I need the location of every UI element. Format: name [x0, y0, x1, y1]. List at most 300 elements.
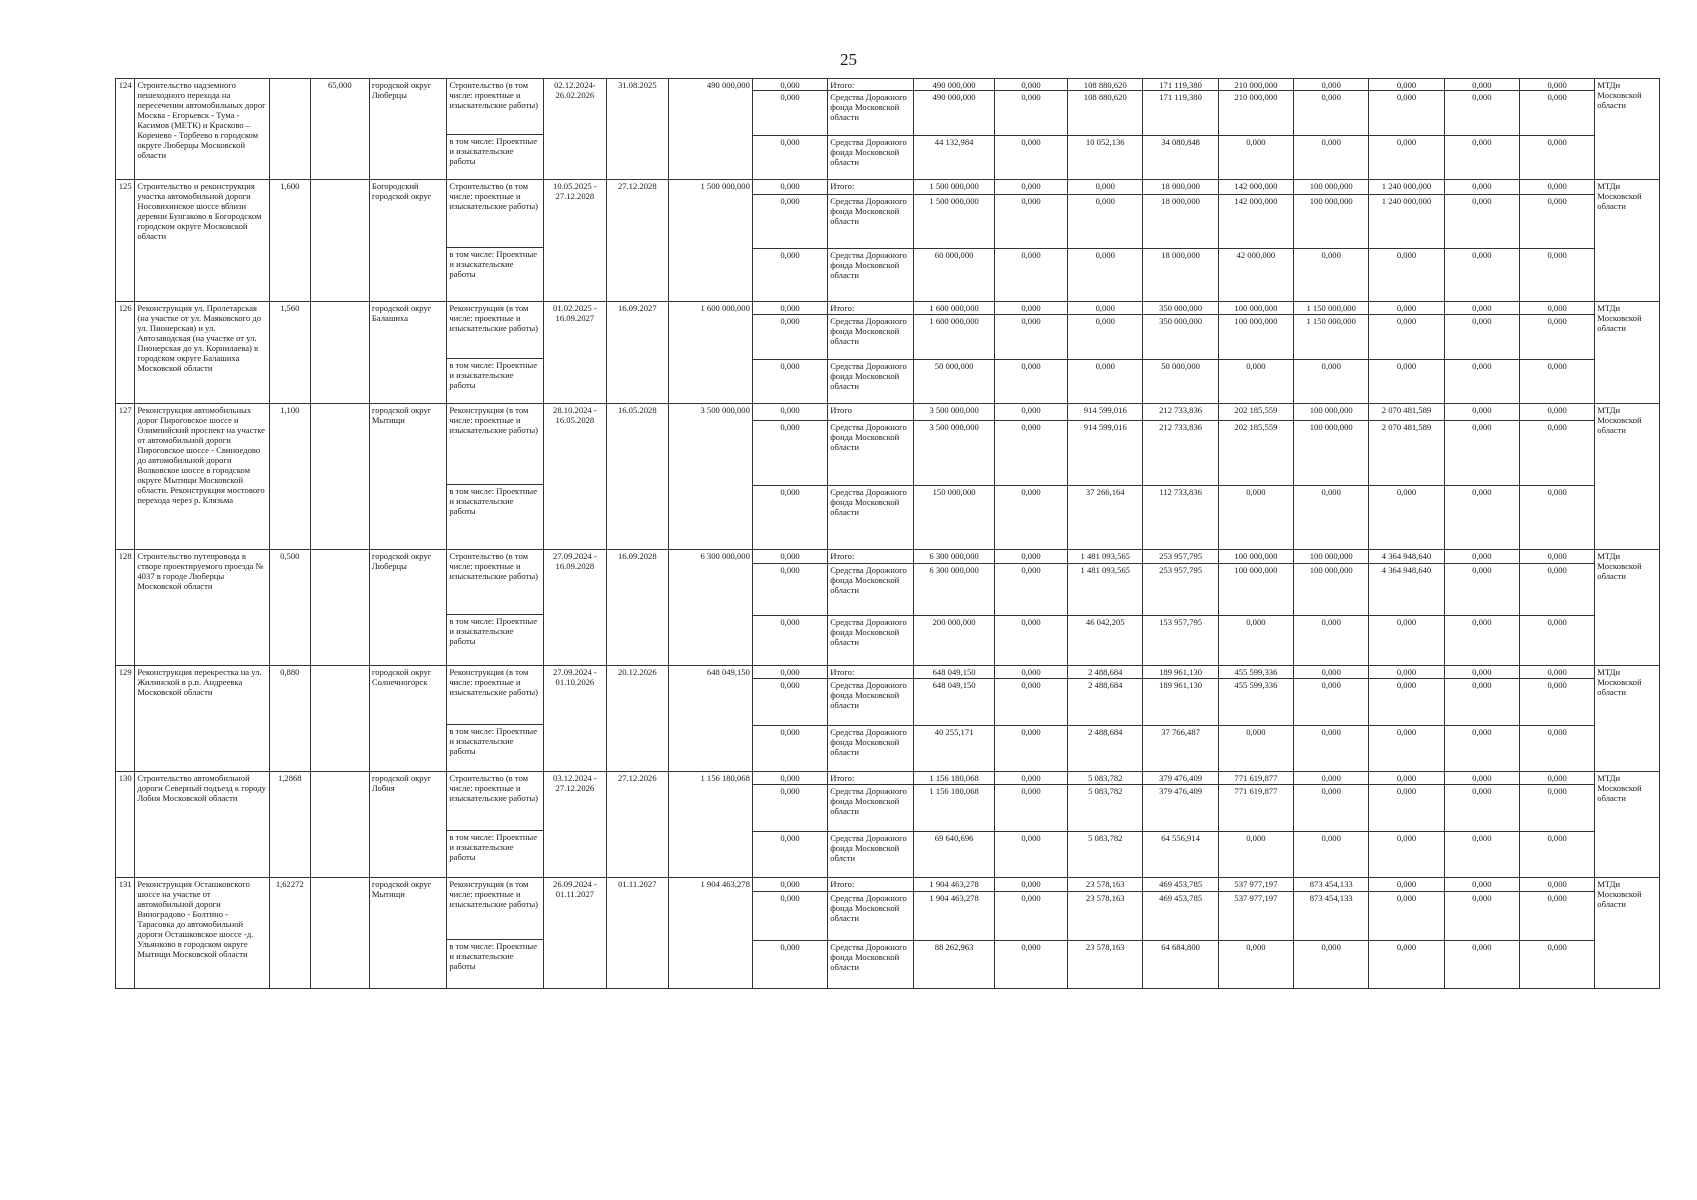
- funding-source-label: Итого:: [830, 667, 855, 677]
- funding-amount: 0,000: [1321, 667, 1341, 677]
- funding-amount: 0,000: [1294, 359, 1368, 403]
- work-type-sub: в том числе: Проектные и изыскательские работы: [447, 830, 543, 863]
- funding-amount: 0,000: [753, 615, 827, 665]
- funding-amount: 4 364 948,640: [1381, 551, 1432, 561]
- funding-amount: 100 000,000: [1219, 563, 1293, 615]
- funding-amount: 108 880,620: [1083, 80, 1127, 90]
- funding-amount: 2 070 481,589: [1369, 420, 1443, 485]
- funding-amount: 0,000: [1369, 314, 1443, 359]
- municipality: городской округ Мытищи: [369, 404, 446, 550]
- funding-amount: 490 000,000: [932, 80, 976, 90]
- funding-amount: 23 578,163: [1068, 940, 1142, 988]
- funding-amount: 18 000,000: [1161, 181, 1200, 191]
- funding-amount: 0,000: [1445, 563, 1519, 615]
- funding-amount: 50 000,000: [914, 359, 994, 403]
- work-period: 03.12.2024 - 27.12.2026: [544, 772, 606, 878]
- funding-amount: 0,000: [1219, 615, 1293, 665]
- funding-amount: 0,000: [1294, 90, 1368, 135]
- funding-amount: 37 266,164: [1068, 485, 1142, 549]
- object-cost: 490 000,000: [668, 79, 752, 180]
- row-number: 130: [116, 772, 135, 878]
- funding-value: [994, 404, 1067, 550]
- funding-value: [752, 550, 827, 666]
- funding-amount: 0,000: [1547, 773, 1567, 783]
- funding-amount: 3 500 000,000: [929, 405, 979, 415]
- row-number: 127: [116, 404, 135, 550]
- work-type-sub: в том числе: Проектные и изыскательские работы: [447, 939, 543, 972]
- funding-amount: 771 619,877: [1234, 773, 1278, 783]
- work-type-main: Реконструкция (в том числе: проектные и изыскательские работы): [449, 879, 538, 909]
- funding-value: [1143, 79, 1218, 180]
- funding-value: [1519, 302, 1594, 404]
- funding-amount: 0,000: [1369, 831, 1443, 877]
- municipality: городской округ Люберцы: [369, 550, 446, 666]
- funding-amount: 648 049,150: [914, 678, 994, 725]
- funding-amount: 44 132,984: [914, 135, 994, 179]
- funding-value: [1068, 550, 1143, 666]
- funding-amount: 0,000: [1369, 248, 1443, 301]
- funding-amount: 0,000: [753, 940, 827, 988]
- funding-value: [1294, 666, 1369, 772]
- funding-value: [1369, 666, 1444, 772]
- funding-amount: 42 000,000: [1219, 248, 1293, 301]
- funding-value: [1519, 79, 1594, 180]
- work-type-sub: в том числе: Проектные и изыскательские работы: [447, 484, 543, 517]
- funding-value: [1294, 79, 1369, 180]
- funding-value: [1218, 772, 1293, 878]
- funding-source-label: Средства Дорожного фонда Московской области: [828, 615, 913, 665]
- funding-amount: 0,000: [1547, 181, 1567, 191]
- funding-amount: 0,000: [753, 485, 827, 549]
- funding-value: [752, 878, 827, 989]
- funding-value: [994, 666, 1067, 772]
- table-row: [116, 772, 1660, 878]
- work-type: [447, 79, 544, 180]
- funding-amount: 1 150 000,000: [1294, 314, 1368, 359]
- object-name: Строительство автомобильной дороги Северный подъезд к городу Лобня Московской области: [135, 772, 269, 878]
- funding-amount: 0,000: [1294, 248, 1368, 301]
- funding-amount: 0,000: [1396, 80, 1417, 90]
- funding-amount: 490 000,000: [914, 90, 994, 135]
- funding-source: [828, 772, 914, 878]
- capacity-2: [310, 878, 369, 989]
- funding-value: [1444, 550, 1519, 666]
- work-period: 10.05.2025 - 27.12.2028: [544, 180, 606, 302]
- funding-amount: 100 000,000: [1294, 420, 1368, 485]
- funding-value: [1218, 666, 1293, 772]
- funding-value: [1294, 180, 1369, 302]
- funding-amount: 4 364 948,640: [1369, 563, 1443, 615]
- commissioning-date: 16.09.2027: [606, 302, 668, 404]
- funding-amount: 0,000: [1068, 314, 1142, 359]
- object-name: Строительство и реконструкция участка автомобильной дороги Носовихинское шоссе вблизи деревни Бунгаково в Богородском городском округе Московской области: [135, 180, 269, 302]
- funding-amount: 1 904 463,278: [914, 891, 994, 940]
- funding-amount: 46 042,205: [1068, 615, 1142, 665]
- object-name: Реконструкция перекрестка на ул. Жилинской в р.п. Андреевка Московской области: [135, 666, 269, 772]
- customer: МТДи Московской области: [1595, 666, 1660, 772]
- funding-value: [1369, 550, 1444, 666]
- table-row: [116, 404, 1660, 550]
- funding-value: [1068, 79, 1143, 180]
- work-type: [447, 550, 544, 666]
- funding-amount: 142 000,000: [1219, 194, 1293, 248]
- funding-amount: 212 733,836: [1159, 405, 1203, 415]
- funding-amount: 0,000: [780, 667, 800, 677]
- funding-amount: 0,000: [995, 194, 1067, 248]
- funding-amount: 0,000: [1219, 359, 1293, 403]
- funding-source: [828, 79, 914, 180]
- funding-value: [1294, 302, 1369, 404]
- funding-amount: 0,000: [1369, 615, 1443, 665]
- funding-value: [1218, 302, 1293, 404]
- row-number: 129: [116, 666, 135, 772]
- funding-value: [1519, 404, 1594, 550]
- funding-amount: 2 488,684: [1068, 725, 1142, 771]
- funding-amount: 171 119,380: [1143, 90, 1217, 135]
- funding-amount: 0,000: [753, 194, 827, 248]
- funding-amount: 350 000,000: [1159, 303, 1203, 313]
- funding-amount: 0,000: [1445, 831, 1519, 877]
- object-cost: 3 500 000,000: [668, 404, 752, 550]
- funding-amount: 0,000: [753, 784, 827, 831]
- funding-amount: 0,000: [1294, 784, 1368, 831]
- commissioning-date: 27.12.2026: [606, 772, 668, 878]
- funding-source: [828, 302, 914, 404]
- funding-amount: 0,000: [995, 678, 1067, 725]
- funding-value: [1369, 772, 1444, 878]
- funding-value: [1519, 550, 1594, 666]
- work-type: [447, 878, 544, 989]
- object-cost: 1 904 463,278: [668, 878, 752, 989]
- funding-value: [914, 180, 995, 302]
- funding-value: [1068, 404, 1143, 550]
- funding-amount: 0,000: [1369, 359, 1443, 403]
- funding-amount: 23 578,163: [1068, 891, 1142, 940]
- funding-amount: 100 000,000: [1309, 181, 1353, 191]
- funding-amount: 0,000: [995, 359, 1067, 403]
- funding-amount: 914 599,016: [1068, 420, 1142, 485]
- customer: МТДи Московской области: [1595, 404, 1660, 550]
- funding-amount: 0,000: [995, 420, 1067, 485]
- funding-amount: 0,000: [1520, 90, 1594, 135]
- funding-amount: 0,000: [1472, 551, 1492, 561]
- funding-source-label: Средства Дорожного фонда Московской области: [828, 314, 913, 359]
- funding-amount: 0,000: [1021, 773, 1041, 783]
- funding-source-label: Итого:: [830, 773, 855, 783]
- funding-amount: 0,000: [1547, 405, 1567, 415]
- funding-amount: 0,000: [1445, 725, 1519, 771]
- funding-amount: 537 977,197: [1234, 879, 1278, 889]
- funding-value: [1519, 180, 1594, 302]
- funding-amount: 379 476,409: [1143, 784, 1217, 831]
- funding-value: [1369, 878, 1444, 989]
- funding-value: [1068, 302, 1143, 404]
- funding-amount: 537 977,197: [1219, 891, 1293, 940]
- funding-amount: 0,000: [1219, 135, 1293, 179]
- funding-amount: 0,000: [1219, 485, 1293, 549]
- funding-amount: 0,000: [1445, 615, 1519, 665]
- funding-amount: 0,000: [995, 784, 1067, 831]
- funding-amount: 0,000: [1369, 725, 1443, 771]
- funding-amount: 469 453,785: [1143, 891, 1217, 940]
- capacity-2: [310, 404, 369, 550]
- funding-value: [1519, 666, 1594, 772]
- funding-amount: 2 488,684: [1088, 667, 1123, 677]
- funding-amount: 0,000: [1068, 248, 1142, 301]
- work-period: 28.10.2024 - 16.05.2028: [544, 404, 606, 550]
- funding-value: [1143, 666, 1218, 772]
- funding-amount: 253 957,795: [1143, 563, 1217, 615]
- funding-value: [1143, 180, 1218, 302]
- funding-value: [752, 666, 827, 772]
- funding-amount: 34 080,848: [1143, 135, 1217, 179]
- funding-value: [994, 180, 1067, 302]
- funding-amount: 914 599,016: [1083, 405, 1127, 415]
- row-number: 126: [116, 302, 135, 404]
- work-period: 26.09.2024 - 01.11.2027: [544, 878, 606, 989]
- commissioning-date: 16.09.2028: [606, 550, 668, 666]
- funding-value: [1369, 79, 1444, 180]
- funding-amount: 5 083,782: [1068, 831, 1142, 877]
- funding-amount: 0,000: [780, 551, 800, 561]
- funding-amount: 0,000: [1445, 784, 1519, 831]
- table-row: [116, 79, 1660, 180]
- work-type-sub: в том числе: Проектные и изыскательские работы: [447, 724, 543, 757]
- funding-amount: 0,000: [1520, 725, 1594, 771]
- funding-amount: 0,000: [1369, 485, 1443, 549]
- funding-source-label: Средства Дорожного фонда Московской области: [828, 485, 913, 549]
- funding-amount: 0,000: [1472, 80, 1492, 90]
- funding-value: [1444, 878, 1519, 989]
- funding-source-label: Средства Дорожного фонда Московской области: [828, 90, 913, 135]
- funding-amount: 0,000: [1396, 667, 1417, 677]
- funding-amount: 0,000: [995, 725, 1067, 771]
- funding-amount: 0,000: [1021, 303, 1041, 313]
- funding-amount: 2 070 481,589: [1381, 405, 1432, 415]
- funding-amount: 150 000,000: [914, 485, 994, 549]
- funding-amount: 0,000: [1445, 420, 1519, 485]
- funding-amount: 0,000: [1520, 194, 1594, 248]
- customer: МТДи Московской области: [1595, 550, 1660, 666]
- funding-value: [1218, 878, 1293, 989]
- funding-amount: 6 300 000,000: [914, 563, 994, 615]
- funding-amount: 0,000: [1219, 831, 1293, 877]
- municipality: Богородский городской округ: [369, 180, 446, 302]
- capacity-1: 0,500: [269, 550, 310, 666]
- funding-amount: 0,000: [1472, 667, 1492, 677]
- funding-source-label: Средства Дорожного фонда Московской области: [828, 891, 913, 940]
- funding-amount: 0,000: [1445, 194, 1519, 248]
- funding-amount: 0,000: [1445, 90, 1519, 135]
- municipality: городской округ Лобня: [369, 772, 446, 878]
- funding-amount: 0,000: [1445, 940, 1519, 988]
- funding-value: [994, 772, 1067, 878]
- funding-amount: 1 156 180,068: [914, 784, 994, 831]
- funding-amount: 873 454,133: [1309, 879, 1353, 889]
- funding-amount: 0,000: [753, 90, 827, 135]
- funding-amount: 0,000: [1369, 784, 1443, 831]
- funding-value: [1143, 772, 1218, 878]
- funding-amount: 0,000: [1520, 135, 1594, 179]
- funding-amount: 0,000: [753, 831, 827, 877]
- funding-value: [752, 79, 827, 180]
- object-cost: 6 300 000,000: [668, 550, 752, 666]
- object-name: Реконструкция автомобильных дорог Пироговское шоссе и Олимпийский проспект на участке от автомобильной дороги Пироговское шоссе - Свиноедово до автомобильной дороги Волковское шоссе в городском округе Мытищи Московской области. Реконструкция мостового перехода через р. Клязьма: [135, 404, 269, 550]
- funding-amount: 350 000,000: [1143, 314, 1217, 359]
- funding-source-label: Средства Дорожного фонда Московской области: [828, 135, 913, 179]
- funding-amount: 0,000: [1021, 551, 1041, 561]
- funding-value: [1519, 878, 1594, 989]
- funding-amount: 0,000: [1219, 725, 1293, 771]
- funding-amount: 0,000: [1520, 248, 1594, 301]
- work-type-main: Реконструкция (в том числе: проектные и изыскательские работы): [449, 667, 538, 697]
- funding-amount: 0,000: [995, 615, 1067, 665]
- funding-amount: 1 156 180,068: [929, 773, 979, 783]
- funding-source-label: Итого: [830, 405, 852, 415]
- funding-source-label: Итого:: [830, 303, 855, 313]
- funding-amount: 210 000,000: [1234, 80, 1278, 90]
- funding-value: [1218, 79, 1293, 180]
- funding-amount: 0,000: [1520, 420, 1594, 485]
- funding-amount: 0,000: [1547, 667, 1567, 677]
- funding-value: [1068, 666, 1143, 772]
- funding-amount: 0,000: [1472, 773, 1492, 783]
- funding-amount: 648 049,150: [932, 667, 976, 677]
- work-type: [447, 180, 544, 302]
- funding-amount: 771 619,877: [1219, 784, 1293, 831]
- funding-value: [1444, 404, 1519, 550]
- row-number: 125: [116, 180, 135, 302]
- funding-amount: 18 000,000: [1143, 248, 1217, 301]
- funding-value: [1143, 878, 1218, 989]
- funding-amount: 1 600 000,000: [914, 314, 994, 359]
- funding-amount: 0,000: [753, 359, 827, 403]
- funding-amount: 189 961,130: [1159, 667, 1203, 677]
- funding-amount: 189 961,130: [1143, 678, 1217, 725]
- funding-value: [1294, 878, 1369, 989]
- page-number: 25: [840, 50, 857, 69]
- funding-amount: 0,000: [1472, 879, 1492, 889]
- funding-amount: 0,000: [995, 940, 1067, 988]
- capacity-1: 1,2868: [269, 772, 310, 878]
- funding-amount: 1 240 000,000: [1381, 181, 1432, 191]
- capacity-1: 1,62272: [269, 878, 310, 989]
- funding-amount: 0,000: [1294, 485, 1368, 549]
- funding-value: [994, 878, 1067, 989]
- row-number: 131: [116, 878, 135, 989]
- work-type-main: Строительство (в том числе: проектные и изыскательские работы): [449, 181, 538, 211]
- funding-amount: 0,000: [1294, 725, 1368, 771]
- funding-source: [828, 180, 914, 302]
- work-type-sub: в том числе: Проектные и изыскательские работы: [447, 247, 543, 280]
- funding-amount: 0,000: [1294, 831, 1368, 877]
- table-row: [116, 302, 1660, 404]
- funding-value: [994, 302, 1067, 404]
- funding-amount: 37 766,487: [1143, 725, 1217, 771]
- commissioning-date: 27.12.2028: [606, 180, 668, 302]
- funding-amount: 253 957,795: [1159, 551, 1203, 561]
- funding-amount: 153 957,795: [1143, 615, 1217, 665]
- funding-source-label: Средства Дорожного фонда Московской области: [828, 940, 913, 988]
- funding-amount: 469 453,785: [1159, 879, 1203, 889]
- work-type-main: Строительство (в том числе: проектные и изыскательские работы): [449, 80, 538, 110]
- funding-source-label: Итого:: [830, 80, 855, 90]
- funding-amount: 202 185,559: [1234, 405, 1278, 415]
- funding-amount: 0,000: [1445, 135, 1519, 179]
- customer: МТДи Московской области: [1595, 772, 1660, 878]
- funding-amount: 0,000: [1369, 940, 1443, 988]
- funding-amount: 0,000: [1294, 615, 1368, 665]
- commissioning-date: 20.12.2026: [606, 666, 668, 772]
- funding-amount: 0,000: [753, 420, 827, 485]
- funding-amount: 1 150 000,000: [1306, 303, 1356, 313]
- funding-amount: 0,000: [1294, 940, 1368, 988]
- funding-value: [1143, 302, 1218, 404]
- funding-amount: 10 052,136: [1068, 135, 1142, 179]
- funding-source-label: Средства Дорожного фонда Московской области: [828, 359, 913, 403]
- object-name: Строительство надземного пешеходного перехода на пересечении автомобильных дорог Москва - Егорьевск - Тума - Касимов (МЕТК) и Красково – Коренево - Торбеево в городском округе Люберцы Московской области: [135, 79, 269, 180]
- funding-amount: 0,000: [995, 248, 1067, 301]
- work-type-main: Реконструкция (в том числе: проектные и изыскательские работы): [449, 405, 538, 435]
- object-name: Реконструкция Осташковского шоссе на участке от автомобильной дороги Виноградово - Болтино - Тарасовка до автомобильной дороги Осташковское шоссе -д. Ульянково в городском округе Мытищи Московской области: [135, 878, 269, 989]
- funding-value: [1068, 772, 1143, 878]
- funding-amount: 0,000: [1068, 359, 1142, 403]
- funding-amount: 0,000: [1321, 80, 1341, 90]
- funding-amount: 455 599,336: [1234, 667, 1278, 677]
- funding-amount: 0,000: [1294, 135, 1368, 179]
- funding-amount: 0,000: [1520, 831, 1594, 877]
- funding-amount: 0,000: [780, 405, 800, 415]
- funding-amount: 0,000: [1520, 891, 1594, 940]
- funding-amount: 0,000: [1294, 678, 1368, 725]
- funding-amount: 0,000: [1445, 248, 1519, 301]
- object-cost: 1 600 000,000: [668, 302, 752, 404]
- table-row: [116, 666, 1660, 772]
- funding-value: [1068, 878, 1143, 989]
- funding-amount: 0,000: [1021, 879, 1041, 889]
- municipality: городской округ Солнечногорск: [369, 666, 446, 772]
- commissioning-date: 31.08.2025: [606, 79, 668, 180]
- funding-amount: 0,000: [1520, 314, 1594, 359]
- funding-value: [752, 180, 827, 302]
- funding-amount: 60 000,000: [914, 248, 994, 301]
- funding-amount: 0,000: [1445, 485, 1519, 549]
- funding-amount: 0,000: [1520, 615, 1594, 665]
- capacity-2: [310, 550, 369, 666]
- funding-amount: 100 000,000: [1294, 563, 1368, 615]
- funding-amount: 210 000,000: [1219, 90, 1293, 135]
- funding-amount: 2 488,684: [1068, 678, 1142, 725]
- funding-amount: 0,000: [780, 773, 800, 783]
- funding-value: [914, 302, 995, 404]
- funding-amount: 0,000: [995, 831, 1067, 877]
- funding-value: [1218, 180, 1293, 302]
- funding-amount: 0,000: [1547, 551, 1567, 561]
- funding-source-label: Средства Дорожного фонда Московской области: [828, 563, 913, 615]
- row-number: 124: [116, 79, 135, 180]
- funding-amount: 0,000: [1520, 678, 1594, 725]
- funding-amount: 0,000: [1445, 678, 1519, 725]
- funding-amount: 0,000: [1547, 303, 1567, 313]
- municipality: городской округ Мытищи: [369, 878, 446, 989]
- funding-source-label: Итого:: [830, 879, 855, 889]
- funding-amount: 0,000: [1369, 678, 1443, 725]
- funding-value: [752, 404, 827, 550]
- funding-amount: 142 000,000: [1234, 181, 1278, 191]
- funding-value: [1143, 404, 1218, 550]
- work-type: [447, 404, 544, 550]
- funding-source-label: Средства Дорожного фонда Московской области: [828, 784, 913, 831]
